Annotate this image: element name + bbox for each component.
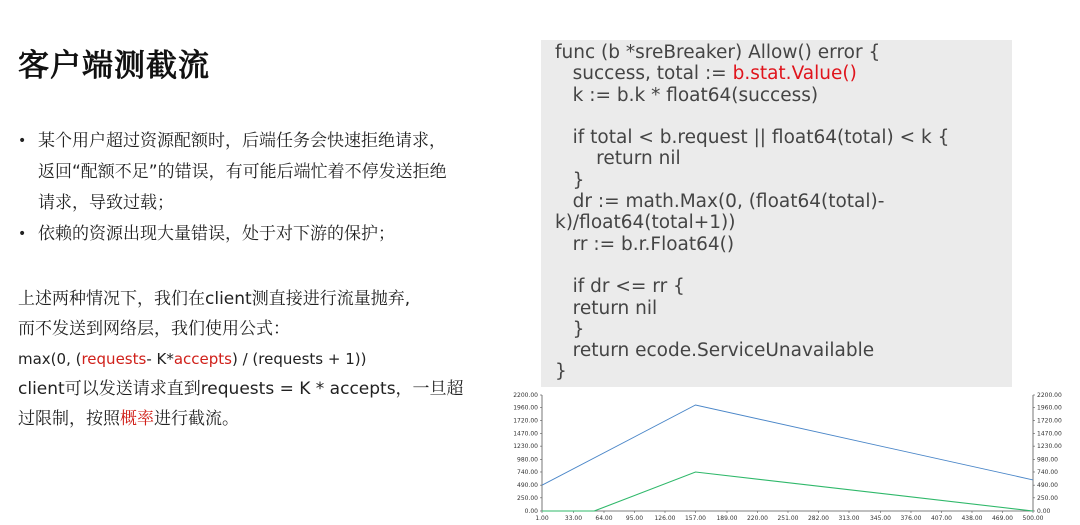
y-tick-label: 490.00 <box>517 482 538 490</box>
x-tick-label: 189.00 <box>716 515 738 522</box>
code-line: func (b *sreBreaker) Allow() error { <box>555 42 881 63</box>
x-tick-label: 345.00 <box>869 515 891 522</box>
code-line: } <box>555 318 585 340</box>
x-tick-label: 126.00 <box>654 515 676 522</box>
x-tick-label: 500.00 <box>1022 515 1044 522</box>
y-tick-label-right: 0.00 <box>1037 508 1051 515</box>
y-tick-label: 1470.00 <box>513 430 538 438</box>
x-tick-label: 313.00 <box>838 515 860 522</box>
code-line: k)/float64(total+1)) <box>555 212 736 234</box>
y-tick-label-right: 490.00 <box>1037 482 1058 490</box>
y-tick-label: 1230.00 <box>513 443 538 451</box>
y-tick-label-right: 980.00 <box>1037 456 1058 464</box>
formula-part: ) / (requests + 1)) <box>231 350 367 368</box>
desc-highlight-probability: 概率 <box>120 409 154 429</box>
y-tick-label: 2200.00 <box>513 392 538 399</box>
y-tick-label-right: 1960.00 <box>1037 404 1062 412</box>
chart-svg <box>508 392 1080 525</box>
traffic-chart <box>508 392 1080 525</box>
bullet-dot: • <box>18 226 27 242</box>
x-tick-label: 407.00 <box>930 515 952 522</box>
y-tick-label-right: 2200.00 <box>1037 392 1062 399</box>
x-tick-label: 1.00 <box>535 515 549 522</box>
code-line: return nil <box>555 148 681 170</box>
series-line-2 <box>542 472 1033 511</box>
formula-requests: requests <box>81 350 147 368</box>
desc-line: 上述两种情况下，我们在client测直接进行流量抛弃, <box>18 289 411 309</box>
x-tick-label: 376.00 <box>900 515 922 522</box>
bullet-text: 某个用户超过资源配额时，后端任务会快速拒绝请求，返回“配额不足”的错误，有可能后端忙着不停发送拒绝请求，导致过载； <box>38 131 447 213</box>
code-line: return ecode.ServiceUnavailable <box>555 340 875 362</box>
x-tick-label: 438.00 <box>961 515 983 522</box>
formula <box>18 344 468 374</box>
code-highlight: b.stat.Value() <box>732 63 857 85</box>
x-tick-label: 220.00 <box>746 515 768 522</box>
series-line-1 <box>542 405 1033 485</box>
desc-part: 过限制，按照 <box>18 409 120 429</box>
x-tick-label: 95.00 <box>625 515 644 522</box>
y-tick-label: 740.00 <box>517 468 538 476</box>
code-line: } <box>555 169 585 191</box>
y-tick-label: 980.00 <box>517 456 538 464</box>
y-tick-label-right: 1470.00 <box>1037 430 1062 438</box>
y-tick-label-right: 740.00 <box>1037 468 1058 476</box>
code-line: rr := b.r.Float64() <box>555 233 735 255</box>
desc-line: 而不发送到网络层，我们使用公式： <box>18 319 290 339</box>
bullet-dot: • <box>18 133 27 149</box>
desc-part: 进行截流。 <box>154 409 239 429</box>
code-line: return nil <box>555 297 658 319</box>
x-tick-label: 251.00 <box>777 515 799 522</box>
y-tick-label: 1960.00 <box>513 404 538 412</box>
y-tick-label-right: 1230.00 <box>1037 443 1062 451</box>
bullet-item <box>18 219 458 250</box>
y-tick-label: 0.00 <box>524 508 538 515</box>
formula-part: max(0, ( <box>18 350 82 368</box>
code-line: dr := math.Max(0, (float64(total)- <box>555 191 885 213</box>
code-line: if dr <= rr { <box>555 276 685 298</box>
desc-line <box>18 404 468 434</box>
slide-title: 客户端测截流 <box>18 48 210 84</box>
desc-line: client可以发送请求直到requests = K * accepts，一旦超 <box>18 379 464 399</box>
y-tick-label: 1720.00 <box>513 417 538 425</box>
x-tick-label: 33.00 <box>564 515 583 522</box>
x-tick-label: 64.00 <box>595 515 613 522</box>
formula-part: - K* <box>146 350 174 368</box>
code-panel <box>541 40 1012 387</box>
x-tick-label: 157.00 <box>684 515 706 522</box>
y-tick-label-right: 1720.00 <box>1037 417 1062 425</box>
bullet-item <box>18 126 458 219</box>
formula-accepts: accepts <box>173 350 232 368</box>
code-line: } <box>555 361 567 383</box>
y-tick-label: 250.00 <box>517 494 538 502</box>
y-tick-label-right: 250.00 <box>1037 494 1058 502</box>
code-block <box>555 42 949 383</box>
code-line: k := b.k * float64(success) <box>555 84 819 106</box>
code-line: success, total := <box>555 63 733 85</box>
code-line: if total < b.request || float64(total) < k { <box>555 127 950 149</box>
x-tick-label: 282.00 <box>807 515 829 522</box>
description <box>18 284 468 434</box>
bullet-list <box>18 126 458 250</box>
bullet-text: 依赖的资源出现大量错误，处于对下游的保护； <box>38 224 395 244</box>
x-tick-label: 469.00 <box>991 515 1013 522</box>
